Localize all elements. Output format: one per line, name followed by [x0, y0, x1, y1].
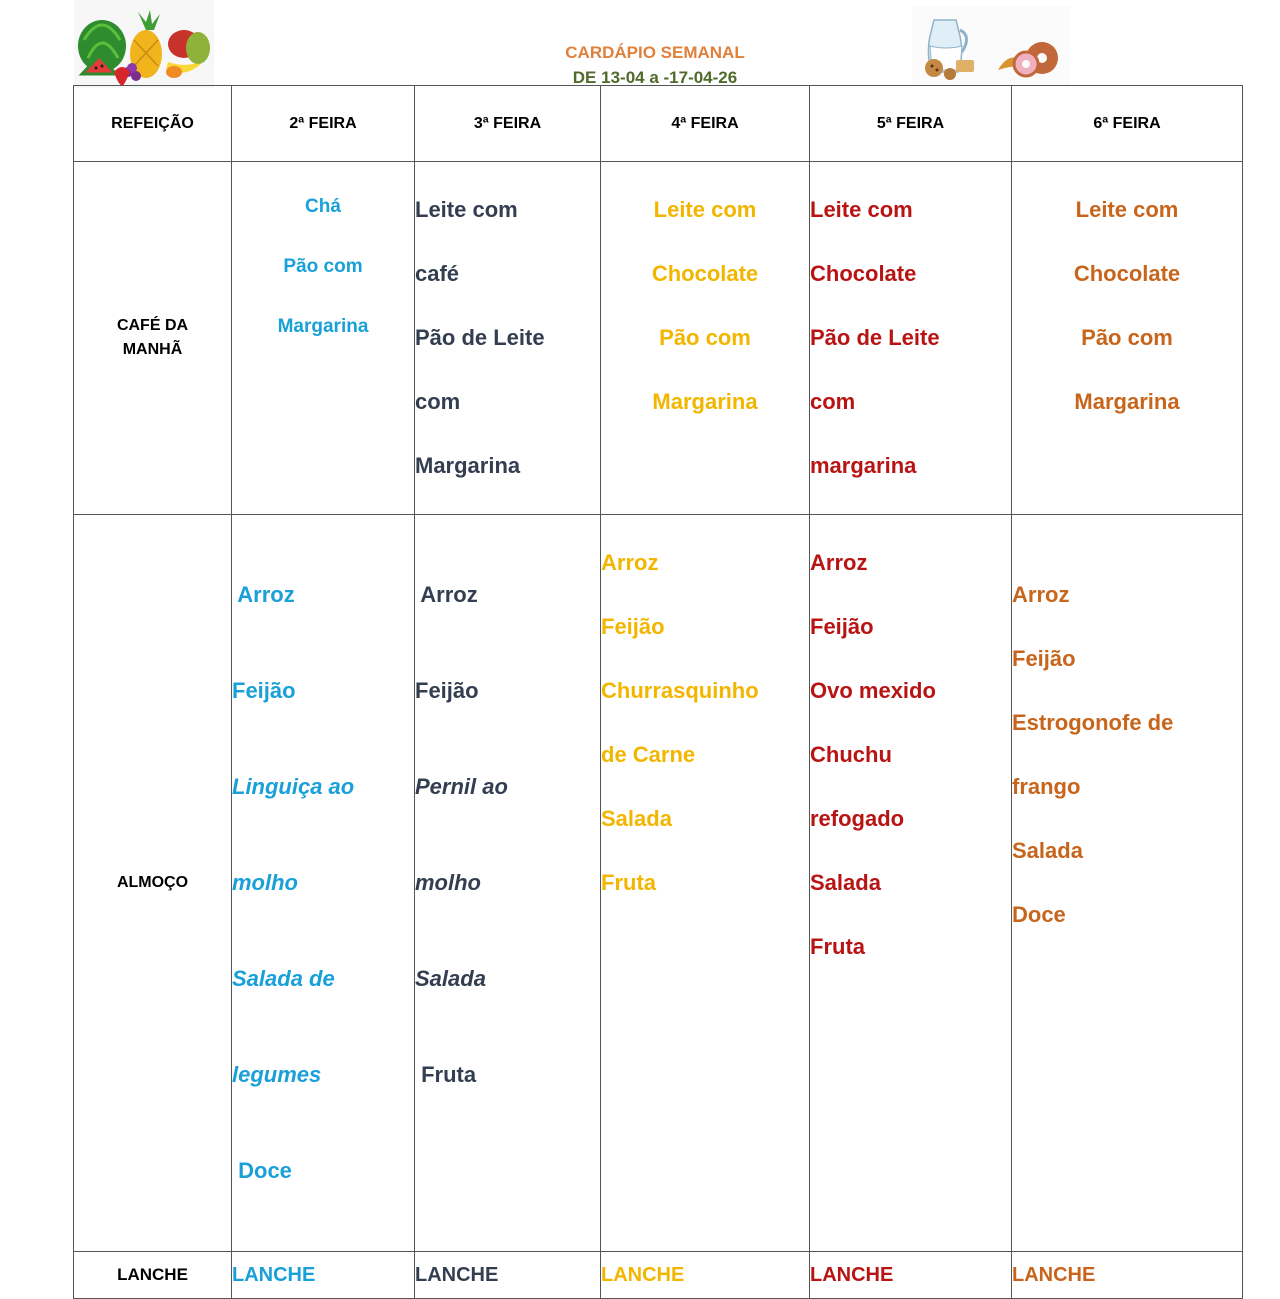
menu-item: Chá [305, 196, 341, 217]
menu-item: Fruta [810, 934, 865, 959]
column-header-meal: REFEIÇÃO [74, 86, 232, 162]
menu-item: molho [232, 870, 298, 895]
menu-item: Arroz [232, 582, 295, 607]
lunch-friday [1012, 515, 1243, 1252]
menu-item: Salada de [232, 966, 335, 991]
menu-item: Salada [1012, 838, 1083, 863]
column-header-thursday: 5ª FEIRA [810, 86, 1012, 162]
menu-item: Leite com [1075, 197, 1179, 222]
snack-row [74, 1252, 1243, 1299]
snack-friday: LANCHE [1012, 1252, 1243, 1299]
date-range: DE 13-04 a -17-04-26 [572, 68, 738, 87]
menu-item: margarina [810, 453, 917, 478]
menu-item: Arroz [601, 550, 659, 575]
breakfast-friday [1012, 162, 1243, 515]
menu-item: Leite com [415, 197, 518, 222]
menu-item: Ovo mexido [810, 678, 936, 703]
menu-item: Pão com [659, 325, 751, 350]
lunch-row [74, 515, 1243, 1252]
lunch-tuesday [415, 515, 601, 1252]
column-header-wednesday: 4ª FEIRA [601, 86, 810, 162]
menu-item: Margarina [415, 453, 521, 478]
menu-item: café [415, 261, 460, 286]
menu-item: Chocolate [1073, 261, 1181, 286]
menu-item: Feijão [601, 614, 665, 639]
menu-item: Pão com [283, 256, 363, 277]
menu-item: legumes [232, 1062, 322, 1087]
menu-item: Churrasquinho [601, 678, 759, 703]
menu-item: Salada [601, 806, 672, 831]
fruits-illustration [74, 0, 214, 88]
menu-item: Feijão [232, 678, 296, 703]
menu-item: Feijão [1012, 646, 1076, 671]
menu-item: Pão de Leite [810, 325, 940, 350]
menu-item: com [415, 389, 461, 414]
menu-item: Fruta [601, 870, 656, 895]
breakfast-tuesday [415, 162, 601, 515]
menu-item: Feijão [810, 614, 874, 639]
menu-item: de Carne [601, 742, 696, 767]
menu-item: Chocolate [651, 261, 759, 286]
menu-item: Doce [232, 1158, 292, 1183]
row-label-breakfast: CAFÉ DA MANHÃ [74, 162, 232, 515]
menu-item: frango [1012, 774, 1081, 799]
row-label-lunch: ALMOÇO [74, 515, 232, 1252]
header-row [74, 86, 1243, 162]
menu-item: Arroz [1012, 582, 1070, 607]
snack-thursday: LANCHE [810, 1252, 1012, 1299]
menu-item: Salada [810, 870, 881, 895]
menu-item: Margarina [277, 316, 369, 337]
menu-item: Linguiça ao [232, 774, 355, 799]
menu-item: Margarina [652, 389, 758, 414]
menu-item: Doce [1012, 902, 1066, 927]
page-title: CARDÁPIO SEMANAL [565, 43, 745, 62]
snack-tuesday: LANCHE [415, 1252, 601, 1299]
column-header-friday: 6ª FEIRA [1012, 86, 1243, 162]
weekly-menu-table [73, 85, 1243, 1299]
menu-item: refogado [810, 806, 905, 831]
menu-item: Margarina [1074, 389, 1180, 414]
menu-item: Arroz [415, 582, 478, 607]
menu-item: Arroz [810, 550, 868, 575]
menu-item: Leite com [810, 197, 913, 222]
lunch-wednesday [601, 515, 810, 1252]
menu-item: Leite com [653, 197, 757, 222]
lunch-thursday [810, 515, 1012, 1252]
menu-item: Feijão [415, 678, 479, 703]
menu-title-block [480, 40, 830, 91]
menu-item: Chocolate [810, 261, 917, 286]
breakfast-snacks-illustration [912, 6, 1070, 86]
snack-monday: LANCHE [232, 1252, 415, 1299]
lunch-monday [232, 515, 415, 1252]
row-label-snack: LANCHE [74, 1252, 232, 1299]
breakfast-row [74, 162, 1243, 515]
menu-item: molho [415, 870, 481, 895]
menu-item: Salada [415, 966, 486, 991]
snack-wednesday: LANCHE [601, 1252, 810, 1299]
menu-item: Chuchu [810, 742, 892, 767]
menu-item: Pão com [1081, 325, 1173, 350]
column-header-monday: 2ª FEIRA [232, 86, 415, 162]
breakfast-thursday [810, 162, 1012, 515]
breakfast-wednesday [601, 162, 810, 515]
column-header-tuesday: 3ª FEIRA [415, 86, 601, 162]
menu-item: com [810, 389, 856, 414]
menu-item: Pernil ao [415, 774, 508, 799]
menu-item: Pão de Leite [415, 325, 545, 350]
menu-item: Fruta [415, 1062, 477, 1087]
breakfast-monday [232, 162, 415, 515]
menu-item: Estrogonofe de [1012, 710, 1174, 735]
